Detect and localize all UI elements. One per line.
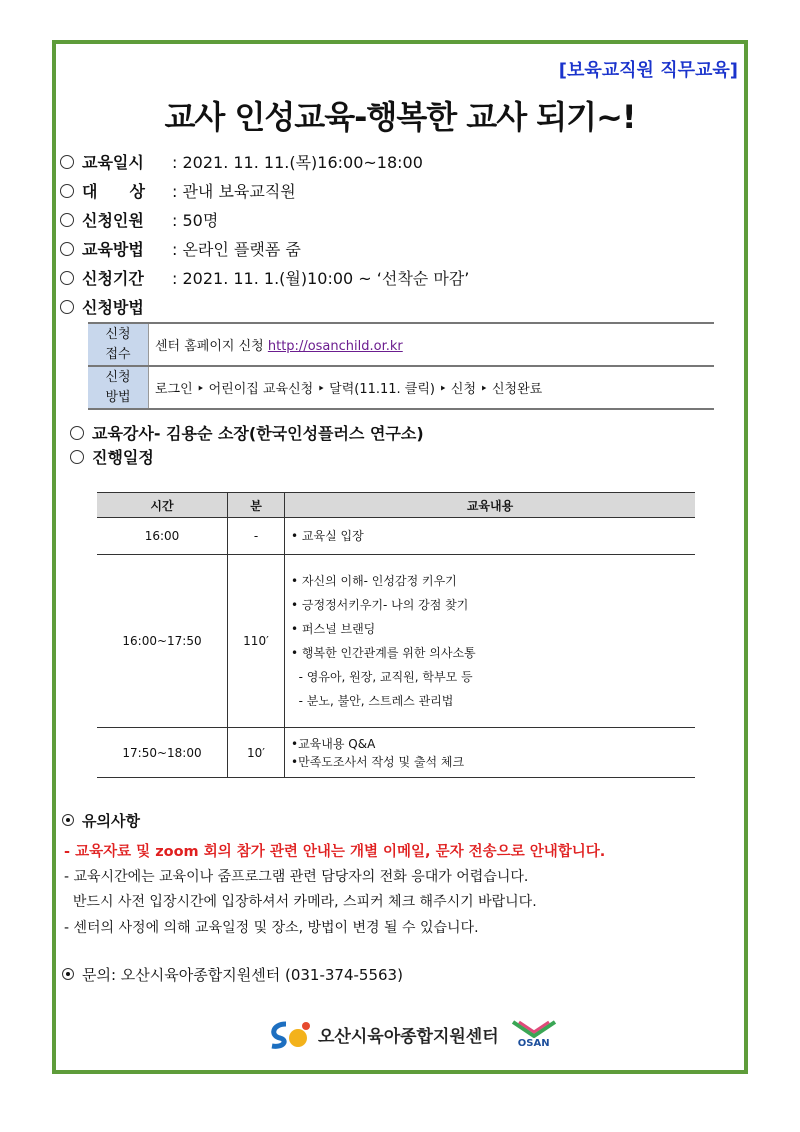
schedule-table [97, 492, 695, 778]
time-cell: 16:00 [97, 518, 228, 555]
row-label: 신청 방법 [88, 366, 149, 409]
table-row [97, 555, 695, 728]
page-title: 교사 인성교육-행복한 교사 되기~! [164, 98, 636, 136]
info-item [60, 295, 172, 318]
info-label: 신청방법 [82, 298, 144, 317]
apply-reception [149, 323, 715, 366]
schedule-heading [70, 445, 154, 468]
note-highlight: - 교육자료 및 zoom 회의 참가 관련 안내는 개별 이메일, 문자 전송으로 안내합니다. [64, 844, 606, 860]
info-item [60, 266, 469, 289]
lecturer-text: 교육강사- 김용순 소장(한국인성플러스 연구소) [92, 424, 424, 443]
note: 반드시 사전 입장시간에 입장하셔서 카메라, 스피커 체크 해주시기 바랍니다. [64, 894, 537, 910]
logo-mark-icon [268, 1018, 312, 1050]
content-item: • 행복한 인간관계를 위한 의사소통 [291, 646, 476, 660]
col-header: 분 [228, 493, 285, 518]
info-value: : 2021. 11. 1.(월)10:00 ~ ‘선착순 마감’ [172, 269, 470, 288]
circle-bullet-icon [60, 271, 74, 285]
notes-heading [62, 810, 140, 831]
center-logo [268, 1018, 557, 1050]
info-item [60, 179, 296, 202]
reception-text: 센터 홈페이지 신청 [155, 339, 268, 354]
content-item: •교육내용 Q&A [291, 736, 376, 751]
info-value: : 관내 보육교직원 [172, 182, 296, 201]
content-item: • 긍정정서키우기- 나의 강점 찾기 [291, 598, 469, 612]
time-cell: 16:00~17:50 [97, 555, 228, 728]
application-table [88, 322, 714, 410]
homepage-link[interactable]: http://osanchild.or.kr [267, 339, 403, 354]
apply-method: 로그인 ‣ 어린이집 교육신청 ‣ 달력(11.11. 클릭) ‣ 신청 ‣ 신청완료 [149, 366, 715, 409]
info-value: : 2021. 11. 11.(목)16:00~18:00 [172, 153, 423, 172]
info-label: 교육방법 [82, 240, 144, 259]
content-item: • 퍼스널 브랜딩 [291, 622, 376, 636]
content-item: • 교육실 입장 [291, 529, 364, 543]
time-cell: 17:50~18:00 [97, 728, 228, 778]
note: - 센터의 사정에 의해 교육일정 및 장소, 방법이 변경 될 수 있습니다. [64, 920, 479, 936]
osan-text: OSAN [517, 1037, 550, 1049]
col-header: 시간 [97, 493, 228, 518]
content-cell [285, 555, 696, 728]
info-label: 신청기간 [82, 269, 144, 288]
schedule-title: 진행일정 [92, 448, 154, 467]
info-label: 교육일시 [82, 153, 144, 172]
info-item [60, 150, 423, 173]
content-item: - 분노, 불안, 스트레스 관리법 [291, 694, 454, 708]
content-item: - 영유아, 원장, 교직원, 학부모 등 [291, 670, 473, 684]
minutes-cell: - [228, 518, 285, 555]
circle-bullet-icon [60, 242, 74, 256]
info-label: 신청인원 [82, 211, 144, 230]
content-item: •만족도조사서 작성 및 출석 체크 [291, 754, 465, 769]
notes-title: 유의사항 [82, 812, 140, 830]
circle-bullet-icon [60, 155, 74, 169]
contact-text: 문의: 오산시육아종합지원센터 (031-374-5563) [82, 966, 403, 984]
info-value: : 온라인 플랫폼 줌 [172, 240, 301, 259]
osan-wing-icon [511, 1020, 557, 1038]
logo-text: 오산시육아종합지원센터 [318, 1026, 499, 1047]
content-item: • 자신의 이해- 인성감정 키우기 [291, 574, 457, 588]
info-label: 대 상 [82, 182, 145, 201]
info-item [60, 237, 301, 260]
table-row [97, 728, 695, 778]
row-label: 신청 접수 [88, 323, 149, 366]
lecturer [70, 421, 424, 444]
content-cell [285, 518, 696, 555]
osan-logo [511, 1020, 557, 1049]
table-row [97, 518, 695, 555]
minutes-cell: 110′ [228, 555, 285, 728]
info-item [60, 208, 218, 231]
minutes-cell: 10′ [228, 728, 285, 778]
info-value: : 50명 [172, 211, 219, 230]
contact [62, 964, 403, 985]
content-cell [285, 728, 696, 778]
note: - 교육시간에는 교육이나 줌프로그램 관련 담당자의 전화 응대가 어렵습니다. [64, 869, 529, 885]
category-tag: [보육교직원 직무교육] [558, 60, 738, 81]
circle-bullet-icon [60, 184, 74, 198]
circle-bullet-icon [60, 213, 74, 227]
col-header: 교육내용 [285, 493, 696, 518]
circle-bullet-icon [60, 300, 74, 314]
